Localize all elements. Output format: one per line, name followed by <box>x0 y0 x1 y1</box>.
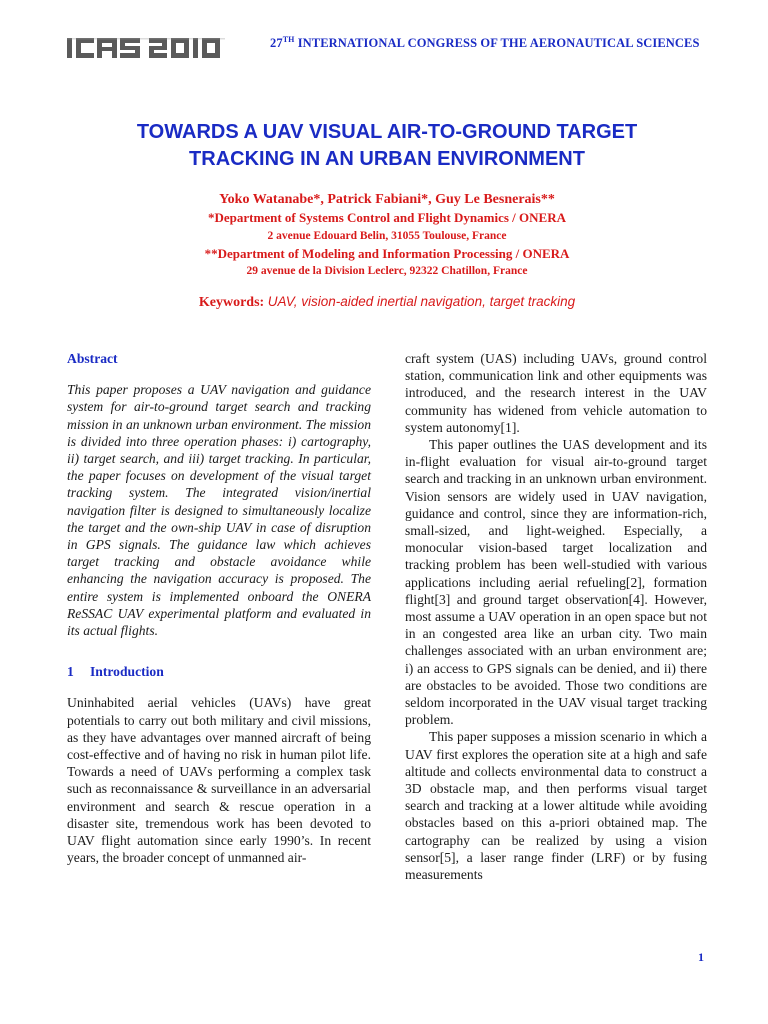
page-number: 1 <box>698 950 704 964</box>
congress-number: 27 <box>270 36 283 50</box>
congress-suffix: TH <box>282 35 295 44</box>
paper-title <box>60 119 714 173</box>
keywords-text: UAV, vision-aided inertial navigation, target tracking <box>267 294 576 309</box>
keywords-label: Keywords: <box>198 295 265 310</box>
keywords <box>60 294 714 311</box>
left-column <box>67 350 371 866</box>
title-line-2: TRACKING IN AN URBAN ENVIRONMENT <box>189 148 585 170</box>
congress-header <box>270 35 700 51</box>
icas-2010-logo <box>67 35 225 61</box>
right-column <box>405 350 707 883</box>
abstract-heading: Abstract <box>67 351 118 366</box>
affiliation-2-address: 29 avenue de la Division Leclerc, 92322 Chatillon, France <box>246 265 528 277</box>
section-title: Introduction <box>90 664 164 680</box>
intro-paragraph-3: This paper supposes a mission scenario in which a UAV first explores the operation site at a high and safe altitude and collects environmental data to construct a 3D obstacle map, and then performs visual target search and tracking at a lower altitude while avoiding obstacles based on this a-priori obtained map. The cartography can be realized by using a vision sensor[5], a laser range finder (LRF) or by fusing measurements <box>405 729 707 883</box>
affiliation-1: *Department of Systems Control and Flight Dynamics / ONERA <box>208 210 566 225</box>
congress-name: INTERNATIONAL CONGRESS OF THE AERONAUTICAL SCIENCES <box>297 36 700 50</box>
intro-paragraph-1: Uninhabited aerial vehicles (UAVs) have great potentials to carry out both military and civil missions, as they have advantages over manned aircraft of being cost-effective and of having no risk in human pilot life. Towards a need of UAVs performing a complex task such as reconnaissance & surveillance in an adversarial environment and search & rescue operation in a disaster site, tremendous work has been devoted to UAV flight automation since early 1990’s. In recent years, the broader concept of unmanned air- <box>67 695 371 866</box>
intro-paragraph-2: This paper outlines the UAS development and its in-flight evaluation for visual air-to-ground target search and tracking in an unknown urban environment. Vision sensors are widely used in UAV navigation, guidance and control, since they are information-rich, small-sized, and light-weighed. Especially, a monocular vision-based target localization and tracking problem has been well-studied with various applications including aerial refueling[2], formation flight[3] and ground target observation[4]. However, most assume a UAV operation in an open space but not in an congested area like an urban city. Two main challenges associated with an urban environment are; i) an access to GPS signals can be denied, and ii) there are obstacles to be avoided. Those two conditions are seldom incorporated in the UAV visual target tracking problem. <box>405 437 707 728</box>
title-line-1: TOWARDS A UAV VISUAL AIR-TO-GROUND TARGET <box>136 121 638 143</box>
intro-paragraph-1-continued: craft system (UAS) including UAVs, ground control station, communication link and other equipments was introduced, and the research interest in the UAV community has widened from vehicle automation to system autonomy[1]. <box>405 351 707 435</box>
introduction-heading <box>67 663 371 680</box>
section-number: 1 <box>67 664 74 680</box>
affiliation-1-address: 2 avenue Edouard Belin, 31055 Toulouse, France <box>267 230 507 242</box>
abstract-body: This paper proposes a UAV navigation and guidance system for air-to-ground target search and tracking mission in an unknown urban environment. The mission is divided into three operation phases: i) cartography, ii) target search, and iii) target tracking. In particular, the paper focuses on development of the visual target tracking system. The integrated vision/inertial navigation filter is designed to simultaneously localize the target and the own-ship UAV in case of disruption in GPS signals. The guidance law which achieves target tracking and obstacle avoidance while enhancing the navigation accuracy is proposed. The entire system is implemented onboard the ONERA ReSSAC UAV experimental platform and evaluated in its actual flights. <box>67 382 371 639</box>
author-list: Yoko Watanabe*, Patrick Fabiani*, Guy Le Besnerais** <box>219 192 555 207</box>
affiliation-2: **Department of Modeling and Information Processing / ONERA <box>204 246 570 261</box>
